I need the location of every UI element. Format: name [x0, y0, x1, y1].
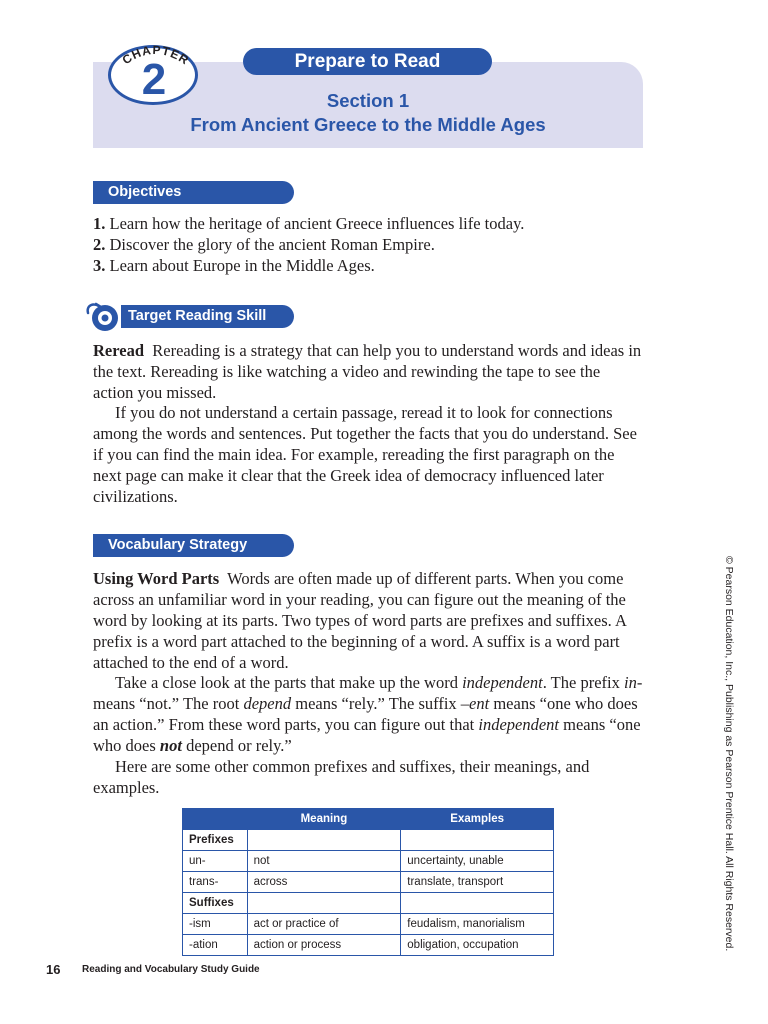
table-row: trans- across translate, transport — [183, 872, 554, 893]
section-heading — [93, 89, 643, 137]
table-group-label: Suffixes — [183, 893, 248, 914]
word-parts-term: Using Word Parts — [93, 569, 220, 588]
table-header: Meaning — [247, 809, 401, 830]
list-item: 3. Learn about Europe in the Middle Ages. — [93, 256, 375, 275]
word-parts-paragraph-3: Here are some other common prefixes and suffixes, their meanings, and examples. — [93, 757, 590, 797]
objectives-list — [93, 213, 653, 276]
table-row: un- not uncertainty, unable — [183, 851, 554, 872]
prepare-to-read-banner: Prepare to Read — [243, 48, 492, 75]
table-header — [183, 809, 248, 830]
table-row — [183, 830, 554, 851]
table-row: -ation action or process obligation, occupation — [183, 935, 554, 956]
section-title: From Ancient Greece to the Middle Ages — [190, 114, 546, 135]
table-row: -ism act or practice of feudalism, manorialism — [183, 914, 554, 935]
copyright-notice: © Pearson Education, Inc., Publishing as Pearson Prentice Hall. All Rights Reserved. — [723, 556, 735, 952]
target-reading-skill-icon — [84, 299, 126, 335]
list-item: 2. Discover the glory of the ancient Roman Empire. — [93, 235, 435, 254]
word-parts-paragraph: Using Word Parts Words are often made up of different parts. When you come across an unfamiliar word in your reading, you can figure out the meaning of the word by looking at its parts. Two types of word parts are prefixes and suffixes. A prefix is a word part attached to the beginning of a word. A suffix is a word part attached to the end of a word. — [93, 569, 627, 672]
reread-paragraph: Reread Rereading is a strategy that can help you to understand words and ideas in the text. Rereading is like watching a video and rewinding the tape to see the action you missed. — [93, 341, 642, 402]
footer-title: Reading and Vocabulary Study Guide — [82, 964, 260, 975]
list-item: 1. Learn how the heritage of ancient Greece influences life today. — [93, 214, 525, 233]
objectives-heading: Objectives — [93, 181, 294, 204]
reread-term: Reread — [93, 341, 145, 360]
table-header: Examples — [401, 809, 554, 830]
table-header-row — [183, 809, 554, 830]
prefix-suffix-table — [182, 808, 554, 956]
target-reading-skill-heading: Target Reading Skill — [121, 305, 294, 328]
page-number: 16 — [46, 962, 61, 977]
table-row — [183, 893, 554, 914]
chapter-number: 2 — [141, 55, 167, 104]
vocabulary-strategy-heading: Vocabulary Strategy — [93, 534, 294, 557]
table-group-label: Prefixes — [183, 830, 248, 851]
word-parts-paragraph-2: Take a close look at the parts that make up the word independent. The prefix in- means “not.” The root depend means “rely.” The suffix –ent means “one who does an action.” From these word parts, you can figure out that independent means “one who does not depend or rely.” — [93, 673, 643, 755]
chapter-word: CHAPTER — [119, 42, 192, 68]
section-label: Section 1 — [326, 90, 410, 111]
reread-paragraph-2: If you do not understand a certain passage, reread it to look for connections among the words and sentences. Put together the facts that you do understand. See if you can find the main idea. For example, rereading the first paragraph on the next page can make it clear that the Greek idea of democracy influenced later civilizations. — [93, 403, 637, 506]
